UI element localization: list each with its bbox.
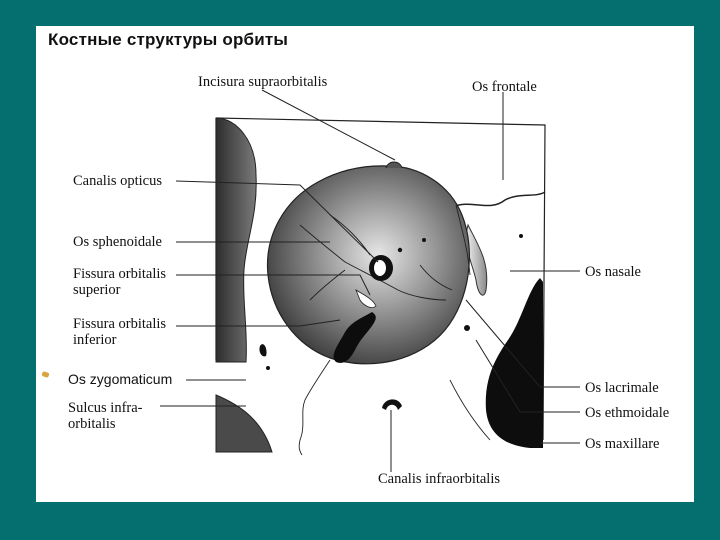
label-fissura-orbitalis-superior — [73, 266, 166, 298]
frontal-bone-edge — [455, 192, 545, 206]
label-line: inferior — [73, 332, 117, 348]
foramen-dot — [422, 238, 426, 242]
label-os-frontale: Os frontale — [472, 79, 537, 95]
orbit-cavity — [268, 166, 470, 364]
foramen-dot — [464, 325, 470, 331]
label-os-nasale: Os nasale — [585, 264, 641, 280]
label-os-ethmoidale: Os ethmoidale — [585, 405, 670, 421]
slide-title: Костные структуры орбиты — [48, 30, 289, 49]
label-line: orbitalis — [68, 416, 116, 432]
label-fissura-orbitalis-inferior — [73, 316, 166, 348]
label-line: Fissura orbitalis — [73, 316, 167, 332]
foramen-dot — [519, 234, 523, 238]
optic-canal — [369, 255, 393, 281]
supraorbital-notch — [386, 162, 402, 168]
label-canalis-opticus: Canalis opticus — [73, 173, 163, 189]
label-os-sphenoidale: Os sphenoidale — [73, 234, 162, 250]
zygomatic-bone-lower — [216, 395, 272, 452]
infraorbital-canal-opening — [382, 399, 402, 410]
foramen-dot — [266, 366, 270, 370]
small-notch — [259, 344, 266, 356]
label-incisura-supraorbitalis: Incisura supraorbitalis — [198, 74, 328, 90]
lateral-rim-bone — [216, 118, 256, 362]
orbital-floor-lines — [299, 360, 490, 455]
label-line: Sulcus infra- — [68, 400, 143, 416]
foramen-dot — [398, 248, 402, 252]
label-os-lacrimale: Os lacrimale — [585, 380, 659, 396]
label-line: Fissura orbitalis — [73, 266, 167, 282]
label-os-zygomaticum: Os zygomaticum — [68, 371, 173, 387]
label-os-maxillare: Os maxillare — [585, 436, 660, 452]
label-sulcus-infraorbitalis — [68, 400, 143, 432]
maxillary-bone-dark — [486, 278, 543, 448]
label-line: superior — [73, 282, 121, 298]
label-canalis-infraorbitalis: Canalis infraorbitalis — [378, 471, 501, 487]
